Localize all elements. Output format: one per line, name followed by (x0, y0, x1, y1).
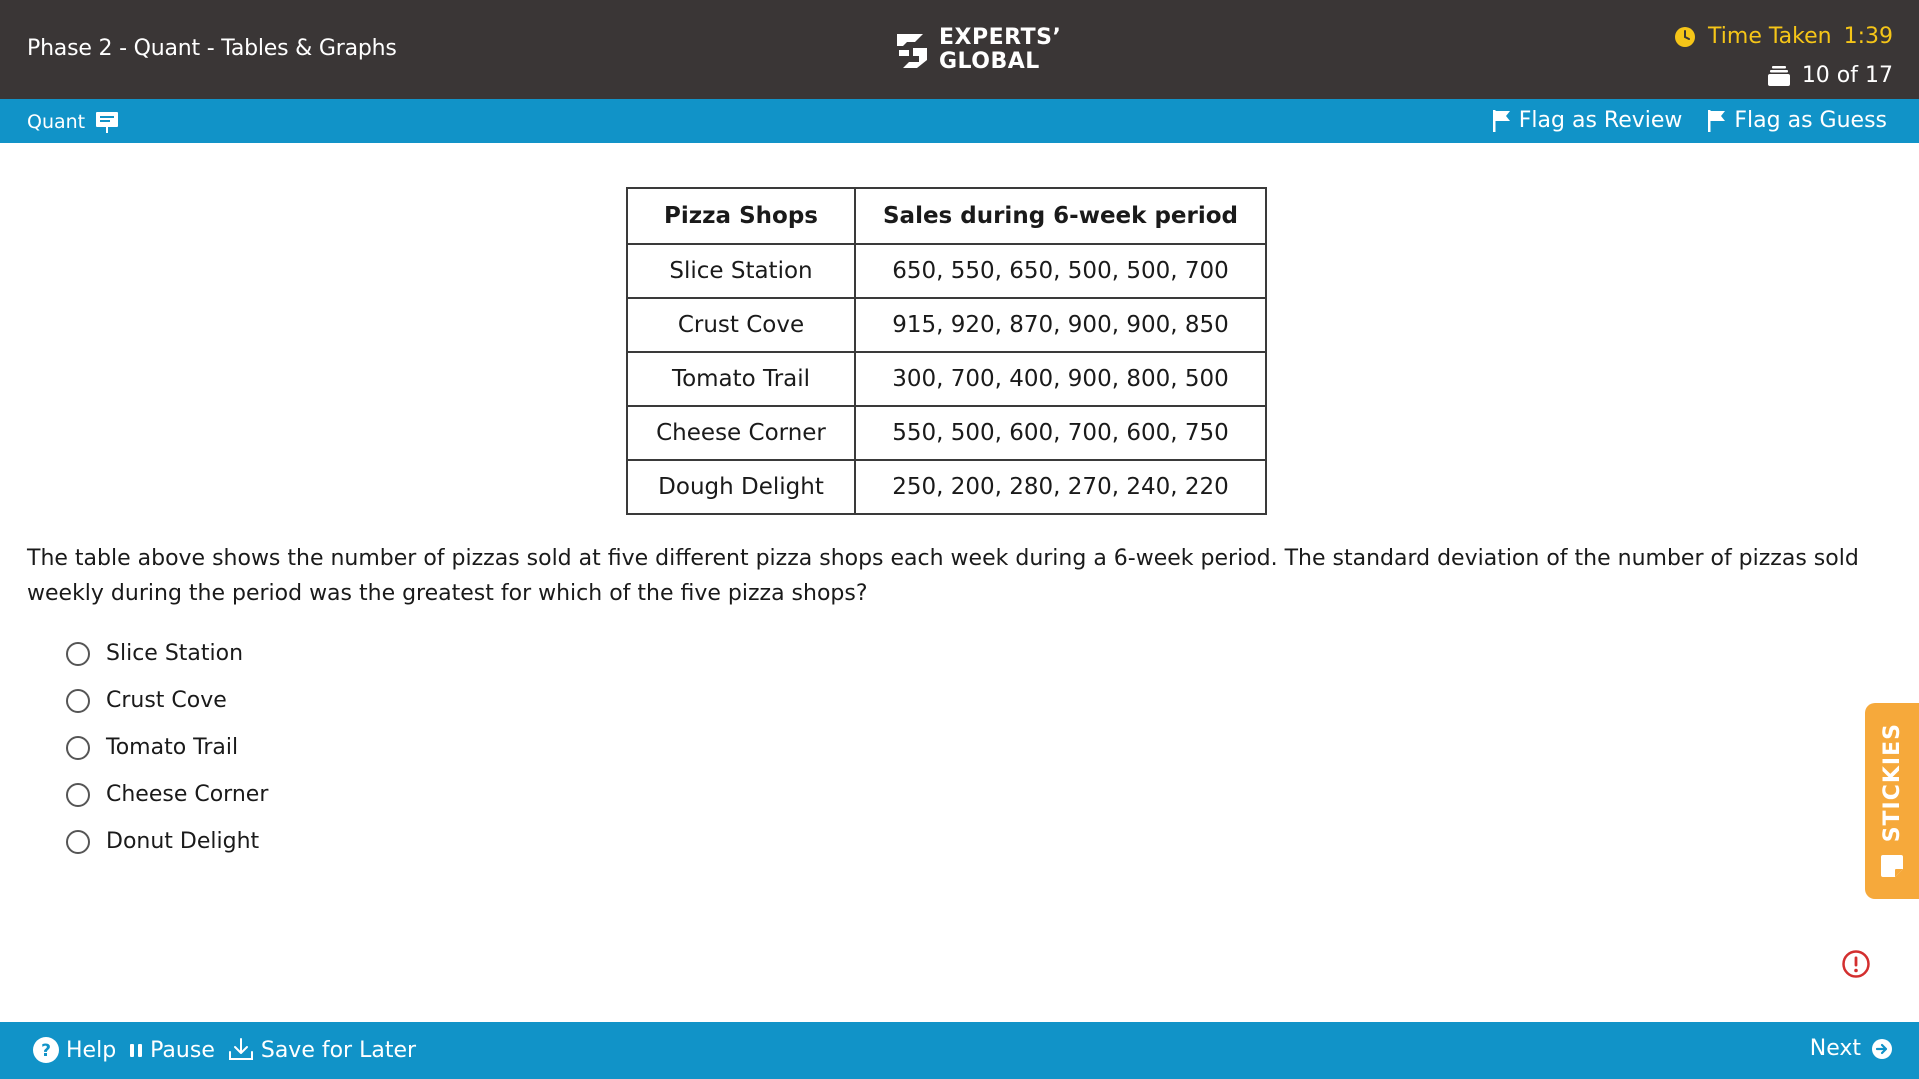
whiteboard-icon[interactable] (95, 110, 119, 134)
pause-button[interactable] (128, 1038, 215, 1063)
save-later-label: Save for Later (260, 1037, 417, 1063)
table-cell-sales: 915, 920, 870, 900, 900, 850 (855, 298, 1266, 352)
choice-label[interactable]: Crust Cove (106, 688, 227, 713)
help-icon (32, 1036, 60, 1064)
flag-as-guess-button[interactable] (1708, 108, 1887, 133)
question-text: The table above shows the number of pizzas sold at five different pizza shops each week during a 6-week period. The standard deviation of the number of pizzas sold weekly during the period was the greatest for which of the five pizza shops? (27, 546, 1859, 606)
choice-label[interactable]: Slice Station (106, 641, 244, 666)
answer-choices (66, 630, 268, 865)
help-button[interactable] (32, 1036, 116, 1064)
svg-text:?: ? (41, 1041, 51, 1061)
table-row (627, 406, 1266, 460)
report-icon (1841, 949, 1871, 979)
flag-icon (1493, 110, 1511, 132)
table-header-cell: Pizza Shops (627, 188, 855, 244)
logo-text-line1: EXPERTS’ (939, 25, 1062, 50)
choice-label[interactable]: Donut Delight (106, 829, 260, 854)
stickies-label: STICKIES (1879, 723, 1905, 843)
question-counter-text: 10 of 17 (1801, 63, 1893, 88)
section-label (27, 110, 119, 134)
next-label: Next (1809, 1036, 1861, 1061)
table-row (627, 460, 1266, 514)
choice-label[interactable]: Cheese Corner (106, 782, 269, 807)
radio-button[interactable] (66, 736, 90, 760)
radio-button[interactable] (66, 830, 90, 854)
table-row (627, 298, 1266, 352)
table-cell-sales: 250, 200, 280, 270, 240, 220 (855, 460, 1266, 514)
table-cell-sales: 550, 500, 600, 700, 600, 750 (855, 406, 1266, 460)
table-cell-shop: Cheese Corner (627, 406, 855, 460)
sticky-note-icon (1879, 853, 1905, 879)
pause-icon (128, 1041, 144, 1059)
table-cell-shop: Dough Delight (627, 460, 855, 514)
pause-label: Pause (150, 1037, 215, 1063)
question-stack-icon (1768, 66, 1790, 86)
download-icon (227, 1037, 255, 1063)
top-header (0, 0, 1919, 99)
radio-button[interactable] (66, 642, 90, 666)
table-cell-shop: Tomato Trail (627, 352, 855, 406)
test-title: Phase 2 - Quant - Tables & Graphs (27, 36, 397, 61)
table-header-cell: Sales during 6-week period (855, 188, 1266, 244)
flag-review-label: Flag as Review (1518, 108, 1683, 133)
flag-as-review-button[interactable] (1493, 108, 1683, 133)
stickies-tab[interactable] (1865, 703, 1919, 899)
table-cell-sales: 300, 700, 400, 900, 800, 500 (855, 352, 1266, 406)
answer-choice-e[interactable] (66, 818, 268, 865)
answer-choice-a[interactable] (66, 630, 268, 677)
save-for-later-button[interactable] (227, 1037, 416, 1063)
answer-choice-b[interactable] (66, 677, 268, 724)
choice-label[interactable]: Tomato Trail (106, 735, 239, 760)
timer-value: 1:39 (1843, 24, 1893, 49)
logo-mark-icon (893, 30, 931, 70)
table-row (627, 352, 1266, 406)
table-row (627, 244, 1266, 298)
clock-icon (1674, 26, 1696, 48)
experts-global-logo (893, 26, 1061, 74)
table-header-row (627, 188, 1266, 244)
arrow-right-circle-icon (1871, 1038, 1893, 1060)
radio-button[interactable] (66, 689, 90, 713)
logo-text-line2: GLOBAL (939, 49, 1040, 74)
timer-label: Time Taken (1708, 24, 1832, 49)
flag-guess-label: Flag as Guess (1734, 108, 1887, 133)
table-cell-sales: 650, 550, 650, 500, 500, 700 (855, 244, 1266, 298)
section-bar (0, 99, 1919, 143)
flag-icon (1708, 110, 1726, 132)
section-name: Quant (27, 111, 86, 133)
table-cell-shop: Slice Station (627, 244, 855, 298)
answer-choice-d[interactable] (66, 771, 268, 818)
table-cell-shop: Crust Cove (627, 298, 855, 352)
bottom-toolbar (0, 1022, 1919, 1079)
next-button[interactable] (1810, 1036, 1893, 1061)
pizza-sales-table (626, 187, 1267, 515)
help-label: Help (66, 1037, 117, 1063)
radio-button[interactable] (66, 783, 90, 807)
question-counter (1768, 63, 1893, 88)
answer-choice-c[interactable] (66, 724, 268, 771)
time-taken[interactable] (1674, 24, 1893, 49)
report-issue-button[interactable] (1841, 949, 1871, 983)
